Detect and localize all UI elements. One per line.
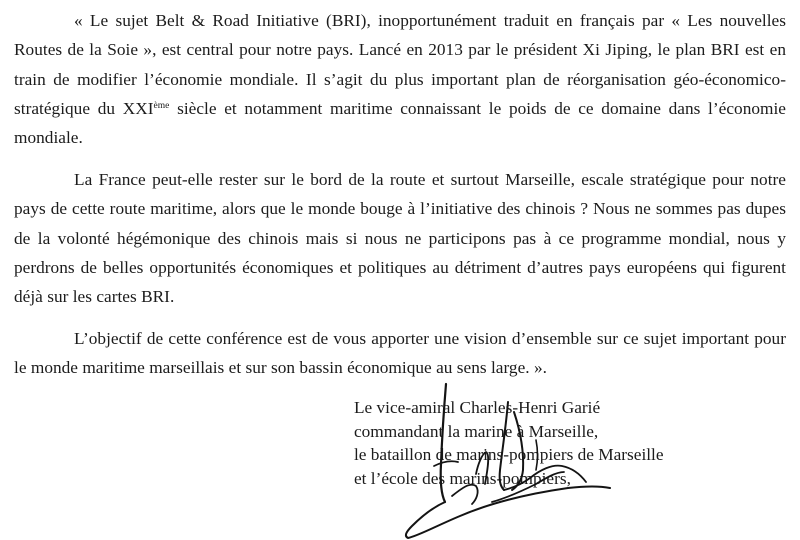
paragraph-3: L’objectif de cette conférence est de vous apporter une vision d’ensemble sur ce sujet important pour le monde maritime marseillais et sur son bassin économique au sens large. ». [14,329,786,378]
signatory-title-line-2: le bataillon de marins-pompiers de Marseille [354,445,664,464]
paragraph-1-text-end: siècle et notamment maritime connaissant le poids de ce domaine dans l’économie mondiale. [14,98,786,148]
signatory-title-line-3: et l’école des marins-pompiers, [354,468,571,488]
paragraph-1 [14,6,786,152]
century-superscript: ème [153,100,170,111]
paragraph-2: La France peut-elle rester sur le bord de la route et surtout Marseille, escale stratégique pour notre pays de cette route maritime, alors que le monde bouge à l’initiative des chinois ? Nous ne sommes pas dupes de la volonté hégémonique des chinois mais si nous ne participons pas à ce programme mondial, nous y perdrons de belles opportunités économiques et politiques au détriment d’autres pays européens qui figurent déjà sur les cartes BRI. [14,170,786,307]
signature-block [354,396,794,490]
signatory-name: Le vice-amiral Charles-Henri Garié [354,398,601,417]
paragraph-1-text: « Le sujet Belt & Road Initiative (BRI), inopportunément traduit en français par « Les nouvelles Routes de la Soie », est central pour notre pays. Lancé en 2013 par le président Xi Jiping, le plan BRI est en train de modifier l’économie mondiale. Il s’agit du plus important plan de réorganisation géo-économico-stratégique du XXI [14,11,786,118]
signatory-title-line-1: commandant la marine à Marseille, [354,421,599,441]
